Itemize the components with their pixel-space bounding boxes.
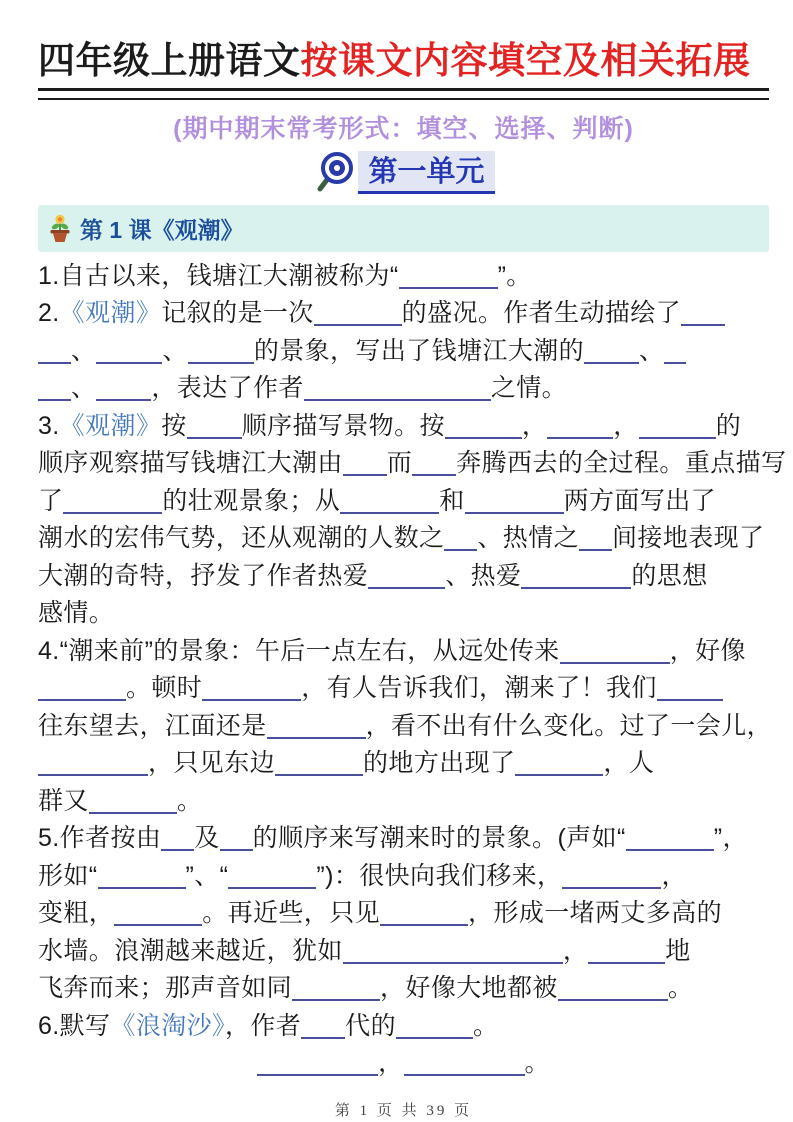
question-5: [38, 820, 769, 1008]
page-title: [38, 40, 769, 83]
poem-blank-line: [38, 1045, 769, 1083]
blank-field[interactable]: [560, 638, 670, 664]
blank-field[interactable]: [301, 1013, 345, 1039]
text-line: 5.作者按由 及 的顺序来写潮来时的景象。(声如“ ”，: [38, 824, 748, 853]
text-line: 大潮的奇特，抒发了作者热爱 、热爱 的思想: [38, 561, 708, 590]
question-1: [38, 258, 769, 296]
blank-field[interactable]: [404, 1050, 525, 1076]
magnifier-target-icon: [312, 150, 356, 196]
title-grade-part: 四年级上册语文: [38, 40, 301, 81]
text-line: 6.默写《浪淘沙》，作者 代的 。: [38, 1011, 499, 1040]
blank-field[interactable]: [340, 488, 439, 514]
text-line: 感情。: [38, 599, 115, 628]
blank-field[interactable]: [38, 750, 148, 776]
text-line: 。顿时 ，有人告诉我们，潮来了！我们: [38, 670, 769, 708]
blank-field[interactable]: [343, 938, 563, 964]
question-2: [38, 295, 769, 408]
text-line: 形如“ ”、“ ”)：很快向我们移来， ，: [38, 861, 687, 890]
blank-field[interactable]: [275, 750, 363, 776]
question-4: [38, 633, 773, 821]
question-3: [38, 408, 787, 633]
potted-plant-icon: [47, 214, 73, 243]
blank-field[interactable]: [96, 375, 151, 401]
blank-field[interactable]: [657, 675, 723, 701]
blank-field[interactable]: [314, 300, 402, 326]
blank-field[interactable]: [63, 488, 162, 514]
text-line: 群又 。: [38, 786, 203, 815]
blank-field[interactable]: [664, 338, 686, 364]
blank-field[interactable]: [188, 338, 254, 364]
unit-label[interactable]: 第一单元: [358, 151, 494, 194]
blank-field[interactable]: [639, 413, 716, 439]
blank-field[interactable]: [444, 525, 477, 551]
text-line: 4.“潮来前”的景象：午后一点左右，从远处传来 ，好像: [38, 636, 746, 665]
blank-field[interactable]: [38, 375, 71, 401]
text-line: 潮水的宏伟气势，还从观潮的人数之 、热情之 间接地表现了: [38, 524, 765, 553]
blank-field[interactable]: [187, 413, 242, 439]
text-line: ，只见东边 的地方出现了 ，人: [38, 745, 769, 783]
lesson-title: 第 1 课《观潮》: [80, 216, 244, 243]
book-title: 《观潮》: [59, 411, 162, 440]
blank-field[interactable]: [38, 338, 71, 364]
text-line: 、 ，表达了作者 之情。: [38, 370, 769, 408]
question-6: [38, 1008, 769, 1046]
blank-field[interactable]: [257, 1050, 378, 1076]
blank-field[interactable]: [89, 788, 177, 814]
book-title: 《浪淘沙》: [110, 1011, 225, 1040]
title-topic-part: 按课文内容填空及相关拓展: [300, 40, 751, 81]
blank-field[interactable]: [96, 338, 162, 364]
exam-format-subtitle: (期中期末常考形式：填空、选择、判断): [173, 114, 634, 143]
blank-field[interactable]: [161, 825, 194, 851]
questions-area: [38, 258, 787, 1083]
text-line: 3.《观潮》按 顺序描写景物。按 ， ， 的: [38, 411, 742, 440]
blank-field[interactable]: [584, 338, 639, 364]
blank-field[interactable]: [343, 450, 387, 476]
blank-field[interactable]: [562, 863, 661, 889]
blank-field[interactable]: [412, 450, 456, 476]
blank-field[interactable]: [558, 975, 668, 1001]
book-title: 《观潮》: [59, 299, 162, 328]
text-line: 往东望去，江面还是 ，看不出有什么变化。过了一会儿，: [38, 711, 773, 740]
lesson-header: [38, 205, 769, 252]
blank-field[interactable]: [38, 675, 126, 701]
text-line: 水墙。浪潮越来越近，犹如 ， 地: [38, 936, 691, 965]
blank-field[interactable]: [465, 488, 564, 514]
text-line: 顺序观察描写钱塘江大潮由 而 奔腾西去的全过程。重点描写: [38, 449, 787, 478]
title-divider: [38, 88, 769, 100]
blank-field[interactable]: [220, 825, 253, 851]
blank-field[interactable]: [681, 300, 725, 326]
blank-field[interactable]: [588, 938, 665, 964]
page-number: 第 1 页 共 39 页: [334, 1102, 473, 1119]
blank-field[interactable]: [304, 375, 491, 401]
blank-field[interactable]: [579, 525, 612, 551]
blank-field[interactable]: [292, 975, 380, 1001]
blank-field[interactable]: [626, 825, 714, 851]
text-line: 了 的壮观景象；从 和 两方面写出了: [38, 486, 717, 515]
text-line: ， 。: [38, 1045, 769, 1083]
blank-field[interactable]: [396, 1013, 473, 1039]
blank-field[interactable]: [114, 900, 202, 926]
unit-heading: [38, 150, 769, 196]
text-line: 1.自古以来，钱塘江大潮被称为“ ”。: [38, 261, 532, 290]
text-line: 、 、 的景象，写出了钱塘江大潮的 、: [38, 333, 769, 371]
blank-field[interactable]: [515, 750, 603, 776]
blank-field[interactable]: [202, 675, 301, 701]
text-line: 变粗， 。再近些，只见 ，形成一堵两丈多高的: [38, 899, 723, 928]
text-line: 飞奔而来；那声音如同 ，好像大地都被 。: [38, 974, 694, 1003]
blank-field[interactable]: [368, 563, 445, 589]
blank-field[interactable]: [267, 713, 366, 739]
blank-field[interactable]: [521, 563, 631, 589]
blank-field[interactable]: [380, 900, 468, 926]
blank-field[interactable]: [445, 413, 522, 439]
blank-field[interactable]: [228, 863, 316, 889]
blank-field[interactable]: [98, 863, 186, 889]
text-line: 2.《观潮》记叙的是一次 的盛况。作者生动描绘了: [38, 295, 769, 333]
blank-field[interactable]: [399, 263, 498, 289]
blank-field[interactable]: [547, 413, 613, 439]
